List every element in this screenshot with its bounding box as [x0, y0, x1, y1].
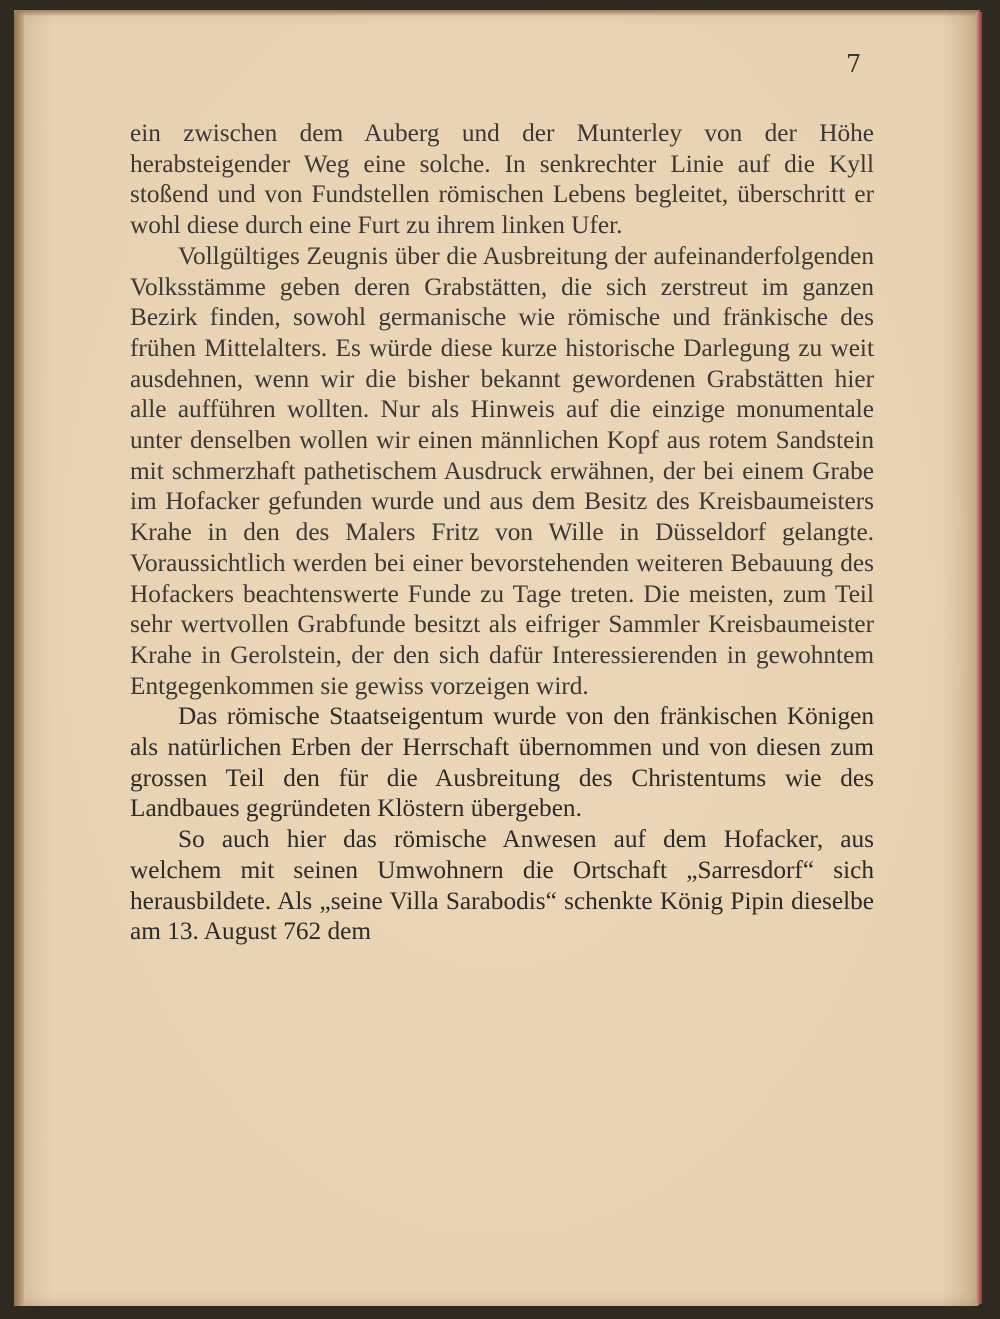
paragraph-1: ein zwischen dem Auberg und der Munterley von der Höhe herabsteigender Weg eine solche. In senkrechter Linie auf die Kyll stoßend und von Fundstellen römischen Lebens begleitet, überschritt er wohl diese durch eine Furt zu ihrem linken Ufer. — [130, 119, 874, 240]
paragraph-2: Vollgültiges Zeugnis über die Ausbreitung der aufeinanderfolgenden Volksstämme geben deren Grabstätten, die sich zerstreut im ganzen Bezirk finden, sowohl germanische wie römische und fränkische des frühen Mittelalters. Es würde diese kurze historische Darlegung zu weit ausdehnen, wenn wir die bisher bekannt gewordenen Grabstätten hier alle aufführen wollten. Nur als Hinweis auf die einzige monumentale unter denselben wollen wir einen männlichen Kopf aus rotem Sandstein mit schmerzhaft pathetischem Ausdruck erwähnen, der bei einem Grabe im Hofacker gefunden wurde und aus dem Besitz des Kreisbaumeisters Krahe in den des Malers Fritz von Wille in Düsseldorf gelangte. Voraussichtlich werden bei einer bevorstehenden weiteren Bebauung des Hofackers beachtenswerte Funde zu Tage treten. Die meisten, zum Teil sehr wertvollen Grabfunde besitzt als eifriger Sammler Kreisbaumeister Krahe in Gerolstein, der den sich dafür Interessierenden in gewohntem Entgegenkommen sie gewiss vorzeigen wird. — [130, 241, 874, 700]
page-number: 7 — [846, 50, 862, 78]
body-text — [130, 118, 874, 947]
paragraph-4: So auch hier das römische Anwesen auf dem Hofacker, aus welchem mit seinen Umwohnern die Ortschaft „Sarresdorf“ sich herausbildete. Als „seine Villa Sarabodis“ schenkte König Pipin dieselbe am 13. August 762 dem — [130, 825, 874, 946]
book-edge-red — [976, 12, 982, 1304]
book-spine-shadow — [14, 10, 24, 1306]
paragraph-3: Das römische Staatseigentum wurde von den fränkischen Königen als natürlichen Erben der Herrschaft übernommen und von diesen zum grossen Teil den für die Ausbreitung des Christentums wie des Landbaues gegründeten Klöstern übergeben. — [130, 702, 874, 823]
page-top-edge — [14, 10, 980, 16]
